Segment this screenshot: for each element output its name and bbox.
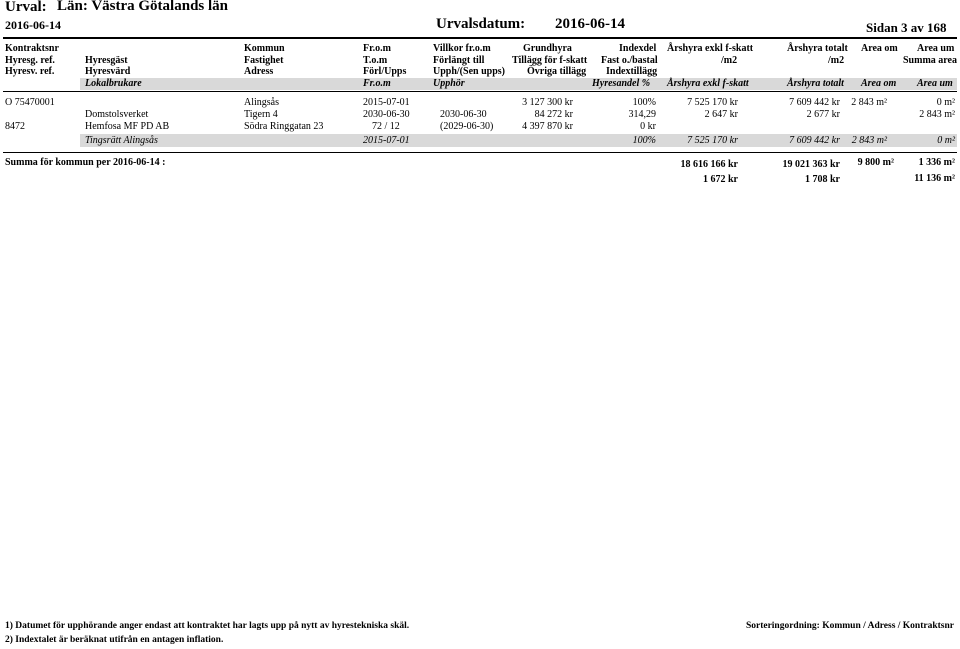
col-indexdel: Indexdel <box>619 43 657 54</box>
col-from: Fr.o.m <box>363 43 391 54</box>
lokalbrukare-andel: 100% <box>632 135 656 146</box>
col-ovriga-tillagg: Övriga tillägg <box>527 66 587 77</box>
col-lb-hyresandel: Hyresandel % <box>592 78 651 89</box>
col-kommun: Kommun <box>244 43 285 54</box>
grundhyra-value: 3 127 300 kr <box>522 97 573 108</box>
summary-label: Summa för kommun per 2016-06-14 : <box>5 157 166 168</box>
col-hyresg-ref: Hyresg. ref. <box>5 55 55 66</box>
col-hyresvard: Hyresvärd <box>85 66 131 77</box>
hyresgast-value: Domstolsverket <box>85 109 149 120</box>
summary-area-um: 1 336 m² <box>918 157 955 168</box>
col-hyresv-ref: Hyresv. ref. <box>5 66 55 77</box>
area-om-value: 2 843 m² <box>851 97 887 108</box>
report-date: 2016-06-14 <box>5 18 61 32</box>
lokalbrukare-name: Tingsrätt Alingsås <box>85 135 158 146</box>
summary-area-om: 9 800 m² <box>857 157 894 168</box>
urval-label: Urval: <box>5 0 47 15</box>
col-tillagg-fskatt: Tillägg för f-skatt <box>512 55 588 66</box>
footnote-2: 2) Indextalet är beräknat utifrån en antagen inflation. <box>5 635 224 645</box>
col-fast-bastal: Fast o./bastal <box>601 55 658 66</box>
m2-totalt-value: 2 677 kr <box>806 109 840 120</box>
hyresvard-value: Hemfosa MF PD AB <box>85 121 170 132</box>
urval-value: Län: Västra Götalands län <box>57 0 229 14</box>
col-forlangt-till: Förlängt till <box>433 55 485 66</box>
col-forl-upps: Förl/Upps <box>363 66 407 77</box>
footnote-1: 1) Datumet för upphörande anger endast att kontraktet har lagts upp på nytt av hyrestekniska skäl. <box>5 621 410 631</box>
m2-exkl-value: 2 647 kr <box>704 109 738 120</box>
lokalbrukare-from: 2015-07-01 <box>363 135 410 146</box>
lokalbrukare-arshyra-totalt: 7 609 442 kr <box>789 135 840 146</box>
col-lb-upphor: Upphör <box>433 78 465 89</box>
upph-value: (2029-06-30) <box>440 121 494 132</box>
col-arshyra-exkl: Årshyra exkl f-skatt <box>667 43 754 54</box>
lokalbrukare-area-om: 2 843 m² <box>851 135 887 146</box>
forl-upps-value: 72 / 12 <box>372 121 400 132</box>
urvalsdatum-value: 2016-06-14 <box>555 16 625 32</box>
tom-value: 2030-06-30 <box>363 109 410 120</box>
col-lb-arshyra-totalt: Årshyra totalt <box>787 78 844 89</box>
lokalbrukare-arshyra-exkl: 7 525 170 kr <box>687 135 738 146</box>
indexdel-value: 100% <box>632 97 656 108</box>
col-lb-area-um: Area um <box>917 78 953 89</box>
col-lb-from: Fr.o.m <box>363 78 391 89</box>
area-um-value: 0 m² <box>936 97 955 108</box>
columns-rule <box>3 91 957 92</box>
lokalbrukare-area-um: 0 m² <box>937 135 955 146</box>
col-indextillagg: Indextillägg <box>606 66 658 77</box>
col-m2-totalt: /m2 <box>828 55 845 66</box>
kommun-value: Alingsås <box>244 97 279 108</box>
fastighet-value: Tigern 4 <box>244 109 278 120</box>
urvalsdatum-label: Urvalsdatum: <box>436 16 526 32</box>
col-kontraktsnr: Kontraktsnr <box>5 43 59 54</box>
indextillagg-value: 0 kr <box>640 121 656 132</box>
col-lb-area-om: Area om <box>861 78 897 89</box>
contract-number: O 75470001 <box>5 97 55 108</box>
col-grundhyra: Grundhyra <box>523 43 572 54</box>
summary-summa-area: 11 136 m² <box>914 173 955 184</box>
arshyra-totalt-value: 7 609 442 kr <box>789 97 840 108</box>
summary-arshyra-totalt: 19 021 363 kr <box>782 159 840 170</box>
summary-m2-exkl: 1 672 kr <box>703 174 738 185</box>
summary-arshyra-exkl: 18 616 166 kr <box>680 159 738 170</box>
forlangt-till-value: 2030-06-30 <box>440 109 487 120</box>
col-villkor-from: Villkor fr.o.m <box>433 43 491 54</box>
summa-area-value: 2 843 m² <box>919 109 955 120</box>
summary-m2-totalt: 1 708 kr <box>805 174 840 185</box>
page-number: Sidan 3 av 168 <box>866 20 947 35</box>
col-fastighet: Fastighet <box>244 55 284 66</box>
arshyra-exkl-value: 7 525 170 kr <box>687 97 738 108</box>
col-area-um: Area um <box>917 43 955 54</box>
adress-value: Södra Ringgatan 23 <box>244 121 324 132</box>
tillagg-fskatt-value: 84 272 kr <box>534 109 573 120</box>
sort-order: Sorteringordning: Kommun / Adress / Kontraktsnr <box>745 621 954 631</box>
col-lokalbrukare: Lokalbrukare <box>85 78 142 89</box>
col-summa-area: Summa area <box>903 55 957 66</box>
col-upph: Upph/(Sen upps) <box>433 66 505 77</box>
hyresv-ref-value: 8472 <box>5 121 25 132</box>
ovriga-tillagg-value: 4 397 870 kr <box>522 121 573 132</box>
col-area-om: Area om <box>861 43 898 54</box>
col-hyresgast: Hyresgäst <box>85 55 128 66</box>
from-value: 2015-07-01 <box>363 97 410 108</box>
col-adress: Adress <box>244 66 274 77</box>
block-rule <box>3 152 957 153</box>
col-m2-exkl: /m2 <box>721 55 738 66</box>
bastal-value: 314,29 <box>628 109 656 120</box>
col-lb-arshyra-exkl: Årshyra exkl f-skatt <box>667 78 749 89</box>
col-tom: T.o.m <box>363 55 388 66</box>
header-rule <box>3 37 957 39</box>
col-arshyra-totalt: Årshyra totalt <box>787 43 848 54</box>
